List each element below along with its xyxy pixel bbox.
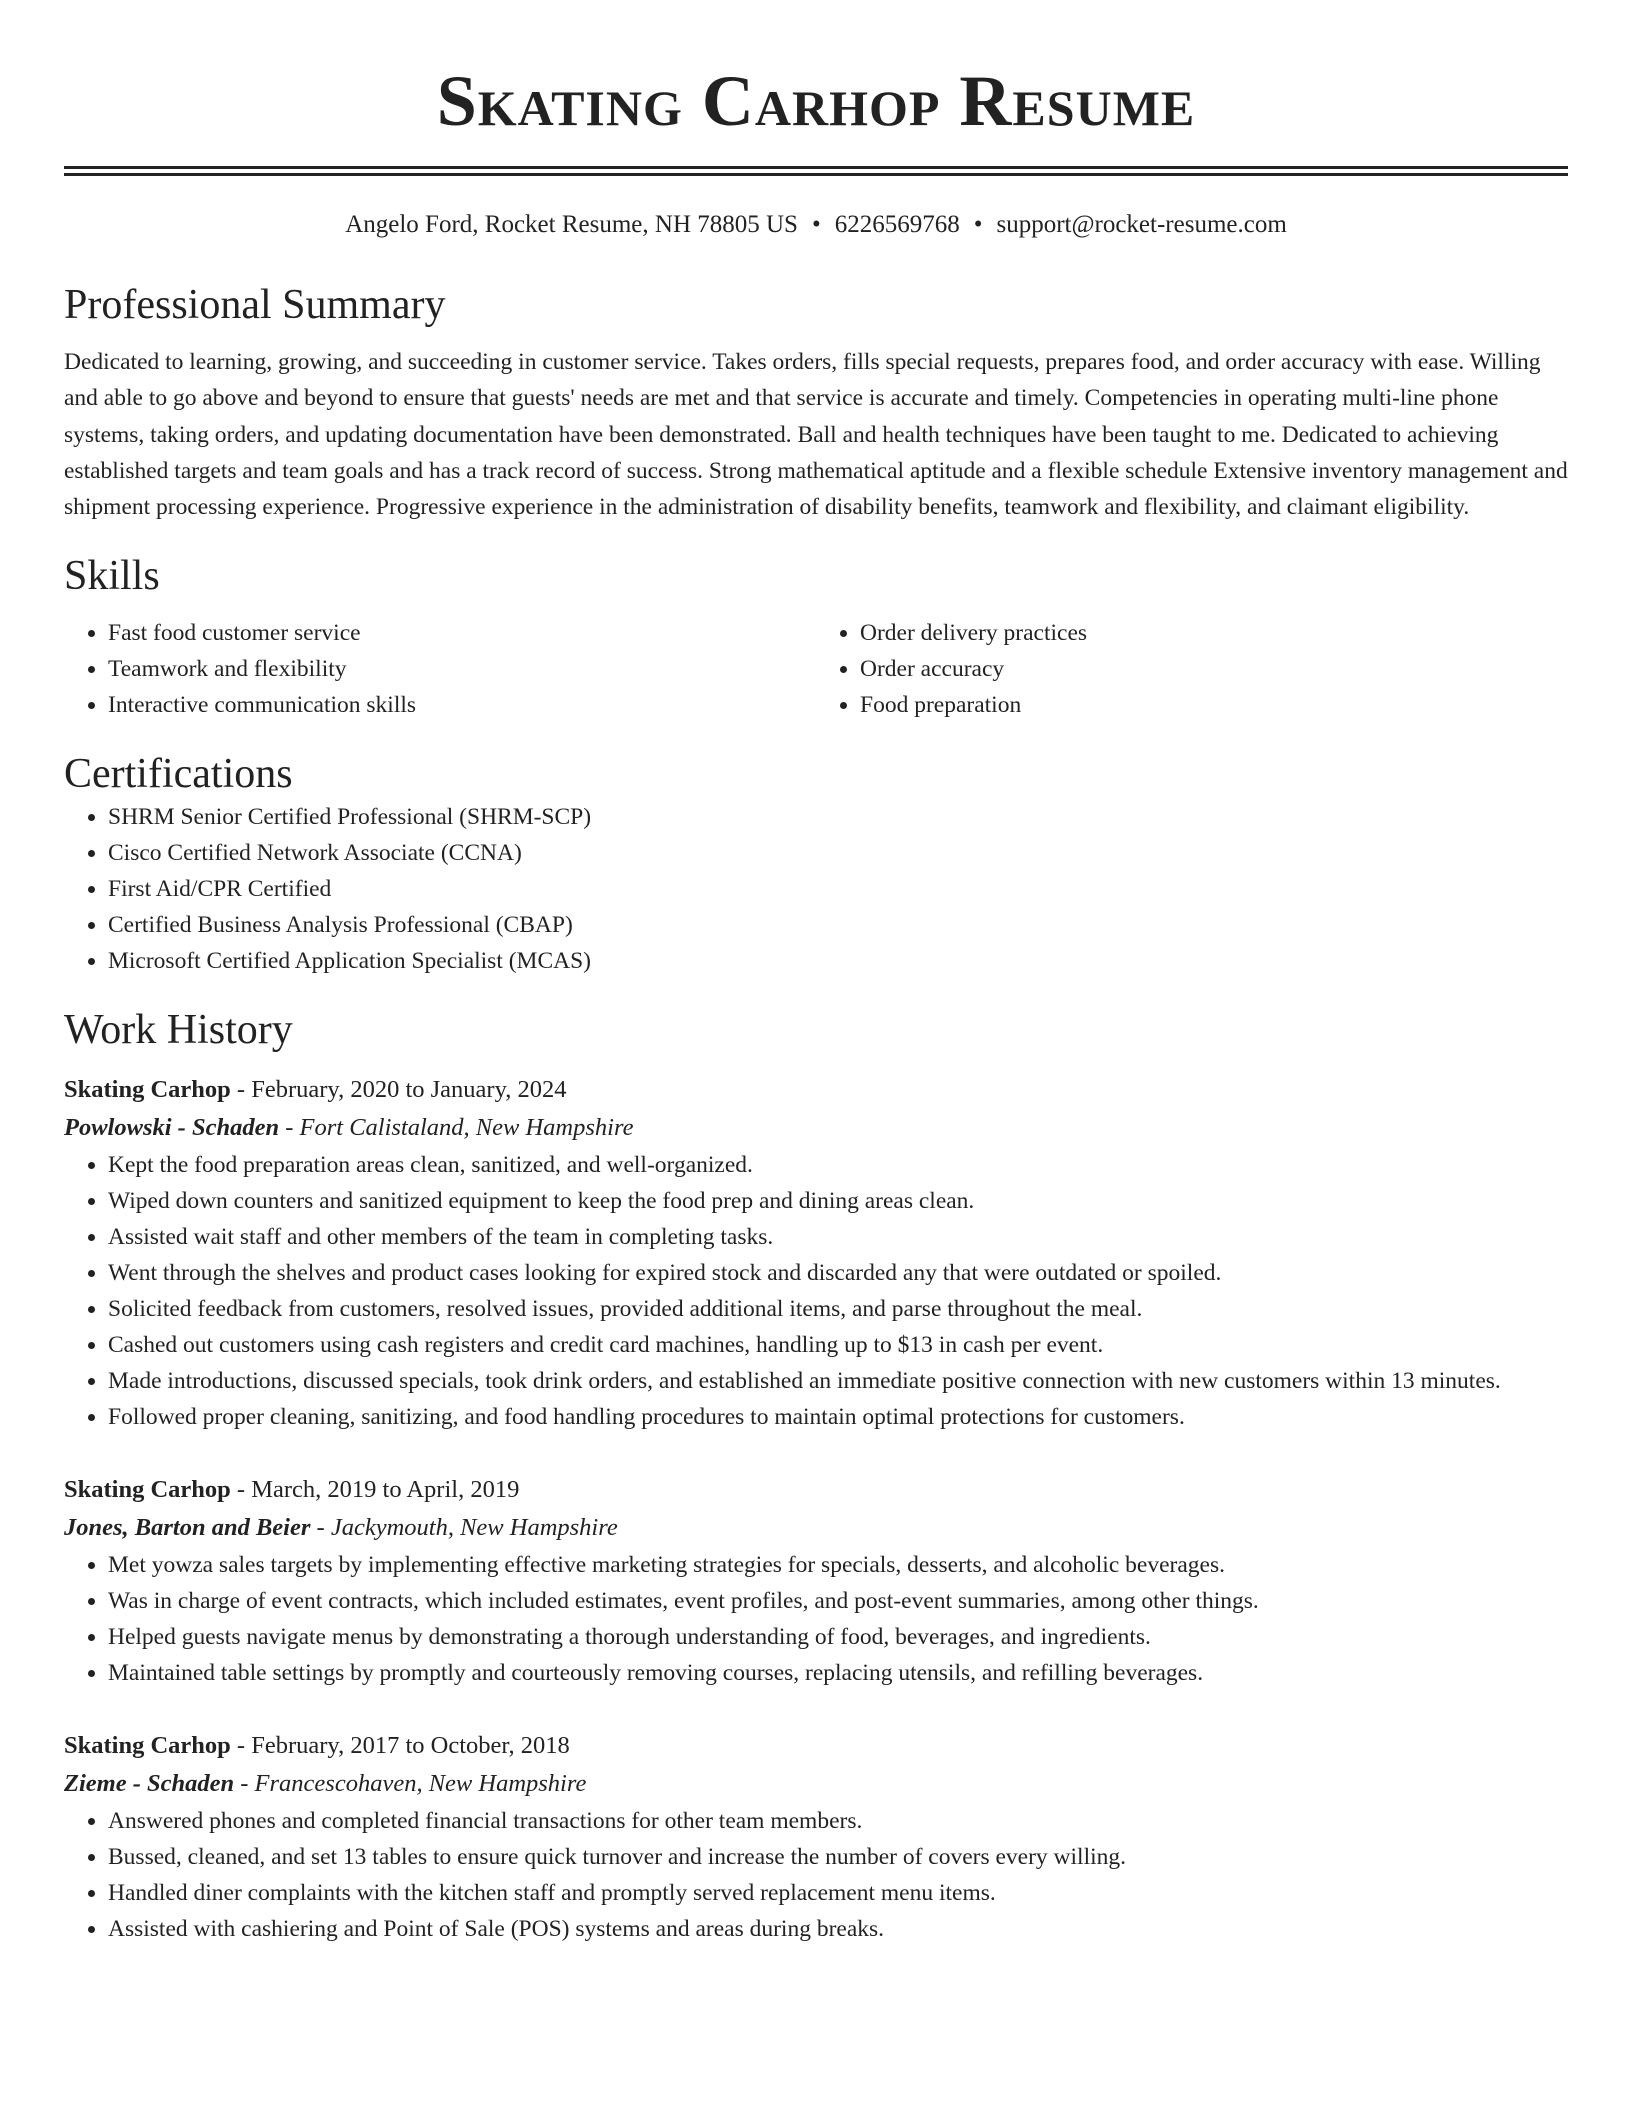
job-duties-list	[64, 1803, 1568, 1947]
job-title-line	[64, 1471, 1568, 1509]
summary-heading: Professional Summary	[64, 282, 446, 328]
certification-item: • Microsoft Certified Application Specialist (MCAS)	[108, 943, 1568, 979]
job-company: Jones, Barton and Beier	[64, 1514, 311, 1542]
skills-heading: Skills	[64, 553, 160, 600]
contact-address: Angelo Ford, Rocket Resume, NH 78805 US	[345, 211, 798, 238]
skills-right-column	[816, 615, 1568, 723]
job-role: Skating Carhop	[64, 1732, 231, 1760]
job-duty-item: • Cashed out customers using cash registers and credit card machines, handling up to $13 in cash per event.	[108, 1327, 1568, 1363]
contact-separator: •	[811, 211, 821, 238]
work-history-heading: Work History	[64, 1007, 293, 1054]
certifications-list	[64, 799, 1568, 979]
job-company-line	[64, 1109, 1568, 1147]
job-duty-item: • Maintained table settings by promptly and courteously removing courses, replacing utensils, and refilling beverages.	[108, 1655, 1568, 1691]
job-dates: February, 2020 to January, 2024	[251, 1076, 567, 1104]
skills-grid	[64, 615, 1568, 723]
job-location: Francescohaven, New Hampshire	[254, 1770, 587, 1798]
job-location: Fort Calistaland, New Hampshire	[299, 1114, 634, 1142]
job-duty-item: • Handled diner complaints with the kitchen staff and promptly served replacement menu items.	[108, 1875, 1568, 1911]
job-duty-item: • Made introductions, discussed specials, took drink orders, and established an immediate positive connection with new customers within 13 minutes.	[108, 1363, 1568, 1399]
contact-line	[64, 210, 1568, 240]
title-double-rule	[64, 166, 1568, 176]
job-duty-item: • Kept the food preparation areas clean, sanitized, and well-organized.	[108, 1147, 1568, 1183]
skills-left-column	[64, 615, 816, 723]
skills-right-list	[816, 615, 1568, 723]
job-duty-item: • Bussed, cleaned, and set 13 tables to ensure quick turnover and increase the number of covers every willing.	[108, 1839, 1568, 1875]
job-dates: February, 2017 to October, 2018	[251, 1732, 570, 1760]
job-duty-item: • Wiped down counters and sanitized equipment to keep the food prep and dining areas clean.	[108, 1183, 1568, 1219]
summary-text: Dedicated to learning, growing, and succeeding in customer service. Takes orders, fills special requests, prepares food, and order accuracy with ease. Willing and able to go above and beyond to ensure that guests' needs are met and that service is accurate and timely. Competencies in operating multi-line phone systems, taking orders, and updating documentation have been demonstrated. Ball and health techniques have been taught to me. Dedicated to achieving established targets and team goals and has a track record of success. Strong mathematical aptitude and a flexible schedule Extensive inventory management and shipment processing experience. Progressive experience in the administration of disability benefits, teamwork and flexibility, and claimant eligibility.	[64, 349, 1568, 521]
job-company: Zieme - Schaden	[64, 1770, 235, 1798]
job-duty-item: • Answered phones and completed financial transactions for other team members.	[108, 1803, 1568, 1839]
skill-item: • Food preparation	[860, 687, 1568, 723]
job-role: Skating Carhop	[64, 1476, 231, 1504]
job-entry	[64, 1471, 1568, 1691]
skill-item: • Teamwork and flexibility	[108, 651, 816, 687]
job-duty-item: • Assisted with cashiering and Point of Sale (POS) systems and areas during breaks.	[108, 1911, 1568, 1947]
certification-item: • Cisco Certified Network Associate (CCNA)	[108, 835, 1568, 871]
job-duty-item: • Went through the shelves and product cases looking for expired stock and discarded any that were outdated or spoiled.	[108, 1255, 1568, 1291]
job-entry	[64, 1071, 1568, 1435]
skill-item: • Fast food customer service	[108, 615, 816, 651]
job-duties-list	[64, 1547, 1568, 1691]
job-company-line	[64, 1509, 1568, 1547]
contact-separator: •	[973, 211, 983, 238]
contact-phone: 6226569768	[834, 211, 960, 238]
job-title-line	[64, 1071, 1568, 1109]
job-title-line	[64, 1727, 1568, 1765]
job-dash: -	[279, 1114, 300, 1142]
job-dash: -	[234, 1770, 255, 1798]
skill-item: • Order accuracy	[860, 651, 1568, 687]
job-dash: -	[310, 1514, 331, 1542]
job-duty-item: • Was in charge of event contracts, which included estimates, event profiles, and post-event summaries, among other things.	[108, 1583, 1568, 1619]
job-duty-item: • Solicited feedback from customers, resolved issues, provided additional items, and parse throughout the meal.	[108, 1291, 1568, 1327]
job-company: Powlowski - Schaden	[64, 1114, 280, 1142]
job-duty-item: • Followed proper cleaning, sanitizing, and food handling procedures to maintain optimal protections for customers.	[108, 1399, 1568, 1435]
job-duty-item: • Met yowza sales targets by implementing effective marketing strategies for specials, desserts, and alcoholic beverages.	[108, 1547, 1568, 1583]
certification-item: • Certified Business Analysis Professional (CBAP)	[108, 907, 1568, 943]
resume-title: Skating Carhop Resume	[436, 61, 1196, 141]
job-duty-item: • Assisted wait staff and other members of the team in completing tasks.	[108, 1219, 1568, 1255]
contact-email: support@rocket-resume.com	[996, 211, 1287, 238]
job-company-line	[64, 1765, 1568, 1803]
skill-item: • Interactive communication skills	[108, 687, 816, 723]
skill-item: • Order delivery practices	[860, 615, 1568, 651]
skills-left-list	[64, 615, 816, 723]
certification-item: • SHRM Senior Certified Professional (SHRM-SCP)	[108, 799, 1568, 835]
job-entry	[64, 1727, 1568, 1947]
job-dates: March, 2019 to April, 2019	[251, 1476, 520, 1504]
job-duties-list	[64, 1147, 1568, 1435]
job-dash: -	[230, 1476, 252, 1504]
job-location: Jackymouth, New Hampshire	[330, 1514, 618, 1542]
job-dash: -	[230, 1076, 252, 1104]
job-dash: -	[230, 1732, 252, 1760]
certifications-heading: Certifications	[64, 751, 293, 798]
job-duty-item: • Helped guests navigate menus by demonstrating a thorough understanding of food, beverages, and ingredients.	[108, 1619, 1568, 1655]
job-role: Skating Carhop	[64, 1076, 231, 1104]
certification-item: • First Aid/CPR Certified	[108, 871, 1568, 907]
